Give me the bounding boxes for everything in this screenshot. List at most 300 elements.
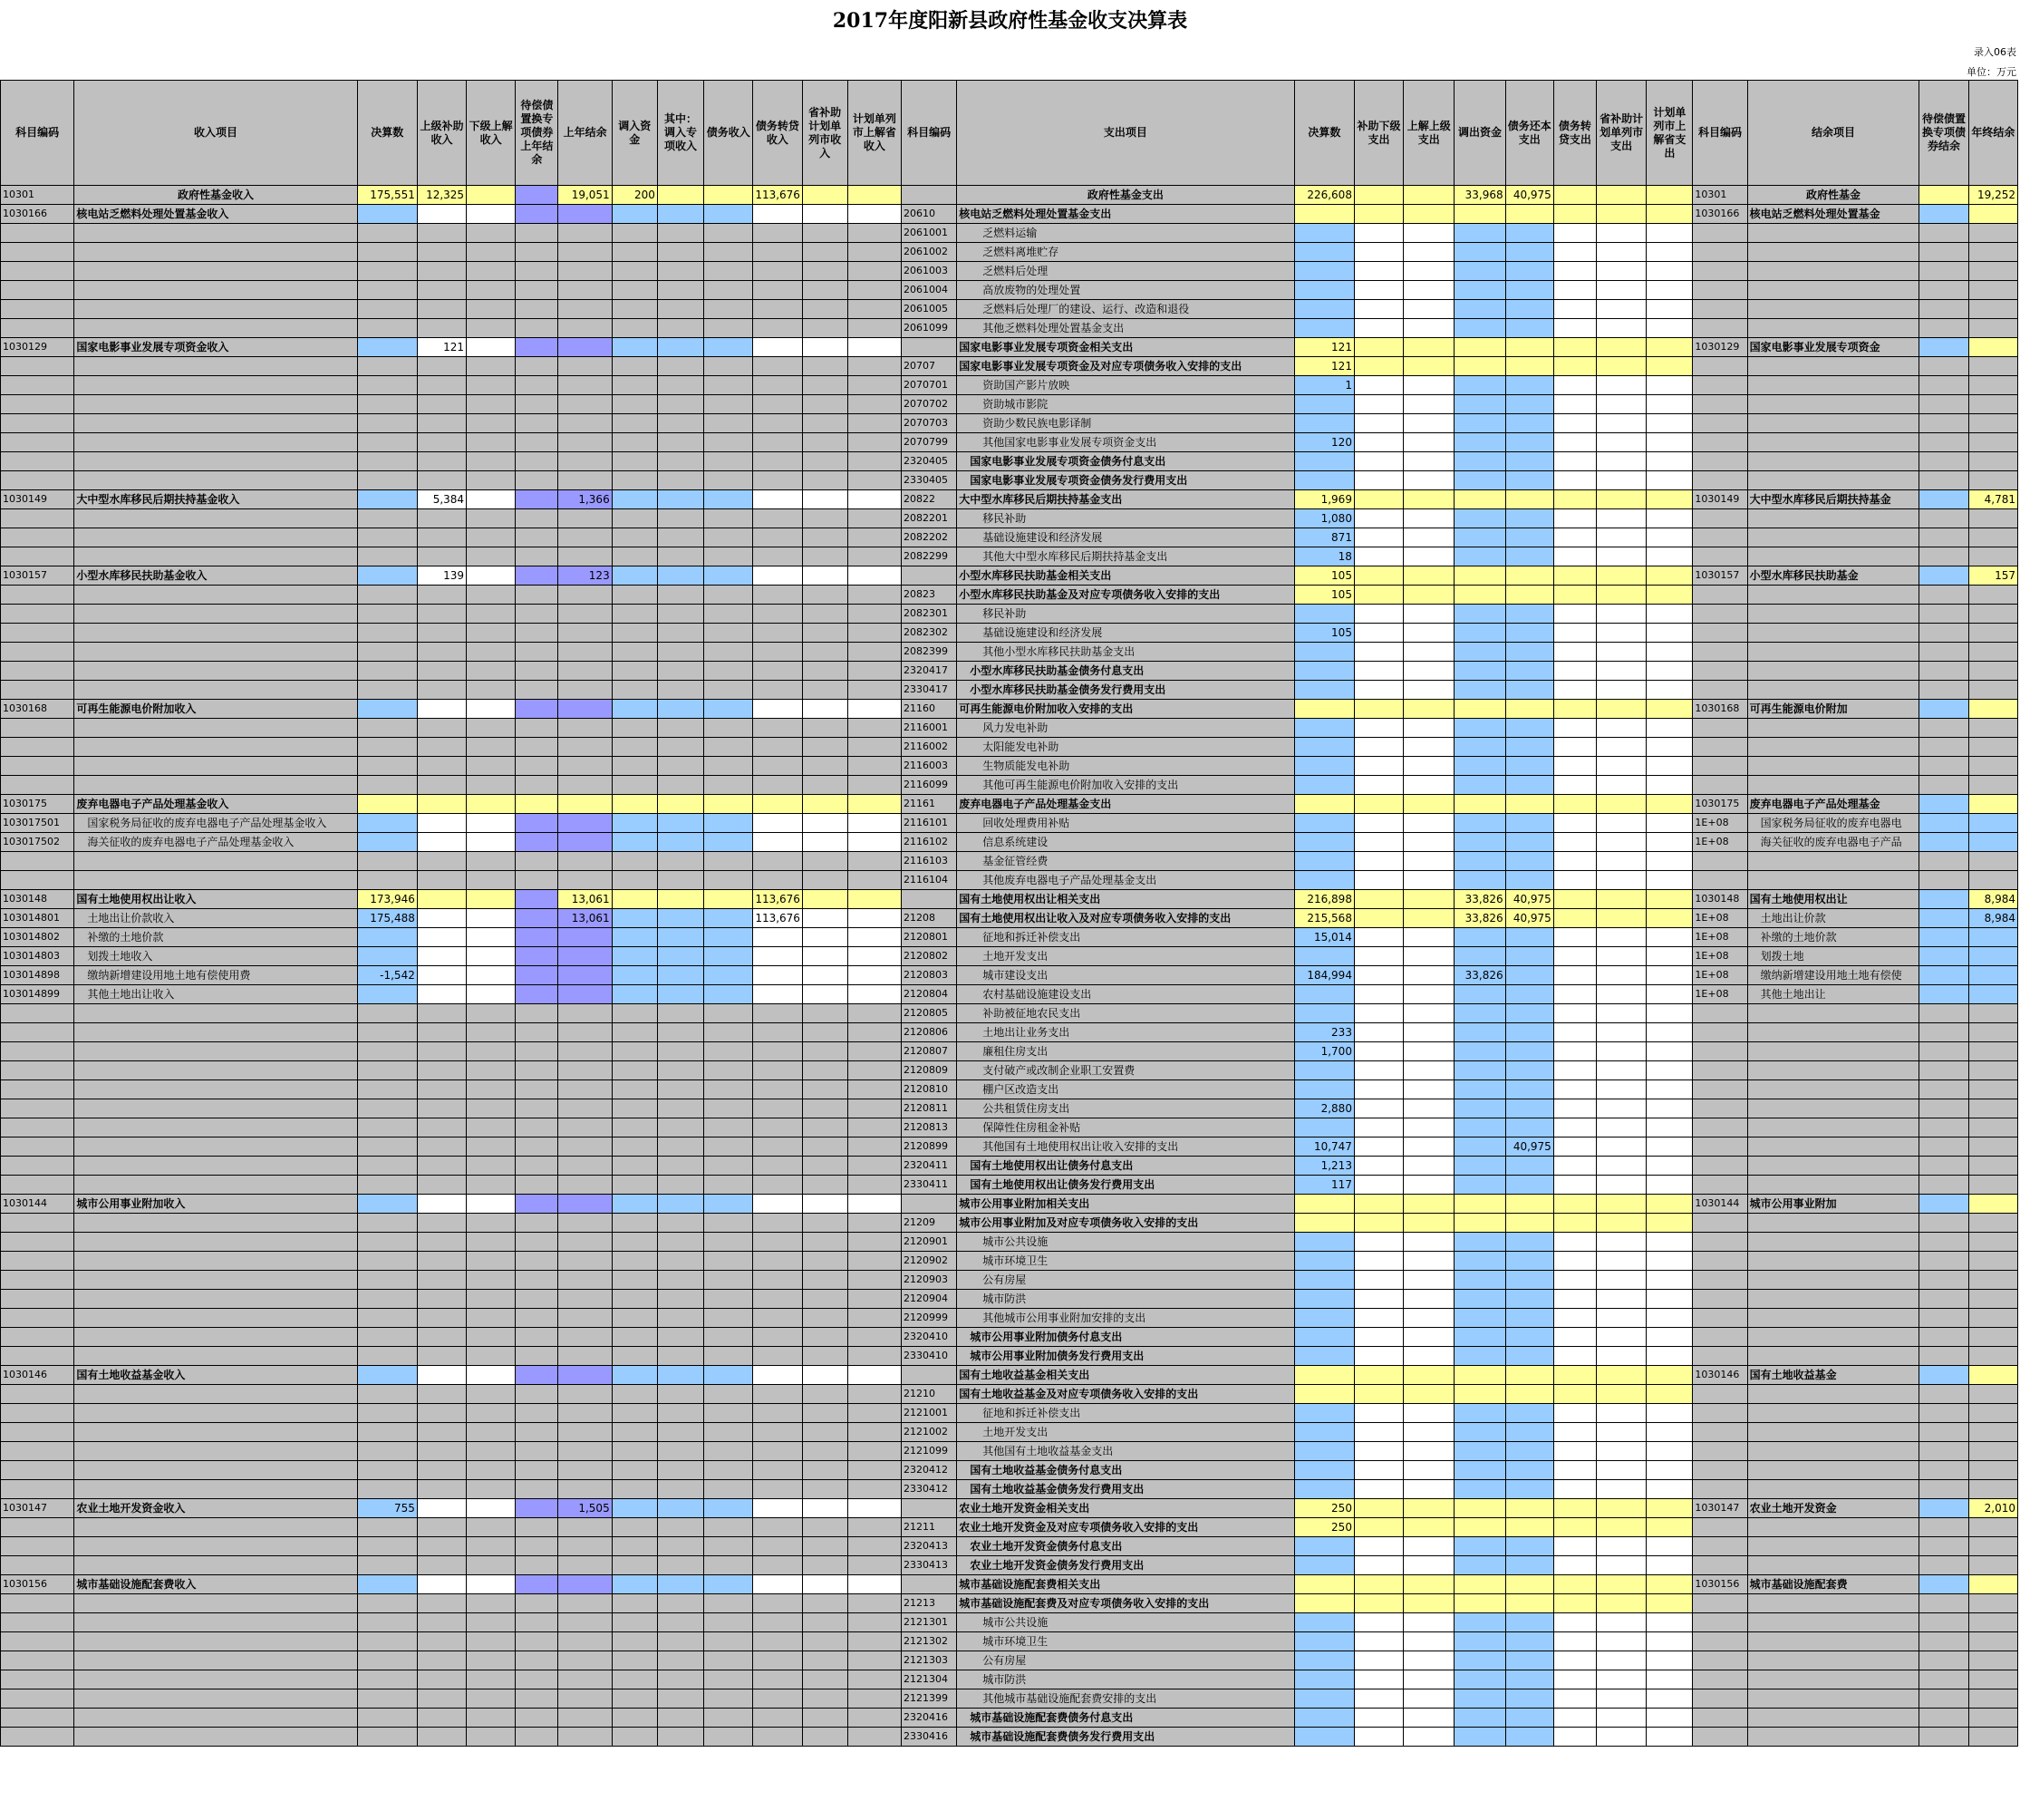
- table-cell: [753, 1271, 802, 1290]
- table-cell: [558, 1442, 612, 1461]
- table-cell: [1354, 643, 1403, 662]
- table-cell: [516, 643, 558, 662]
- table-cell: [753, 1404, 802, 1423]
- table-cell: [1919, 205, 1968, 224]
- table-cell: [1647, 719, 1693, 738]
- table-cell: [357, 624, 417, 643]
- table-cell: [357, 357, 417, 376]
- table-cell: [753, 1651, 802, 1670]
- table-cell: [1647, 1138, 1693, 1157]
- table-cell: [1404, 1157, 1455, 1176]
- table-cell: [1919, 1214, 1968, 1233]
- table-cell: [1404, 1518, 1455, 1537]
- table-cell: 33,826: [1455, 966, 1505, 985]
- table-cell: [516, 243, 558, 262]
- table-row: [1, 1347, 2018, 1366]
- table-cell: [1553, 1233, 1596, 1252]
- table-cell: [753, 1613, 802, 1632]
- table-cell: [516, 681, 558, 700]
- table-cell: [1693, 1328, 1747, 1347]
- table-cell: [1404, 1328, 1455, 1347]
- table-cell: 其他小型水库移民扶助基金支出: [957, 643, 1295, 662]
- table-cell: 20822: [901, 490, 956, 509]
- table-cell: [417, 757, 466, 776]
- table-cell: [1693, 871, 1747, 890]
- table-cell: 2120810: [901, 1080, 956, 1099]
- table-cell: [704, 1442, 753, 1461]
- table-cell: [1597, 814, 1647, 833]
- table-cell: [1404, 1195, 1455, 1214]
- table-cell: [1647, 1118, 1693, 1138]
- table-cell: [1505, 1328, 1553, 1347]
- table-cell: [417, 1080, 466, 1099]
- table-cell: [704, 1651, 753, 1670]
- table-cell: [1553, 1670, 1596, 1689]
- table-cell: [1968, 1404, 2017, 1423]
- table-cell: [1919, 433, 1968, 452]
- table-cell: [1747, 624, 1919, 643]
- table-cell: [357, 1556, 417, 1575]
- table-cell: [558, 1004, 612, 1023]
- table-cell: 103014802: [1, 928, 74, 947]
- table-cell: [1747, 1728, 1919, 1747]
- table-cell: 资助国产影片放映: [957, 376, 1295, 395]
- table-cell: [357, 224, 417, 243]
- table-cell: [1747, 1004, 1919, 1023]
- table-cell: [1647, 1461, 1693, 1480]
- table-cell: [657, 281, 703, 300]
- table-cell: [1455, 643, 1505, 662]
- table-cell: [1354, 795, 1403, 814]
- table-cell: 保障性住房租金补贴: [957, 1118, 1295, 1138]
- table-cell: [558, 624, 612, 643]
- table-cell: [657, 586, 703, 605]
- table-cell: [704, 509, 753, 528]
- table-cell: [1294, 1385, 1354, 1404]
- table-row: [1, 1080, 2018, 1099]
- table-cell: [802, 624, 847, 643]
- table-cell: [1505, 1632, 1553, 1651]
- table-cell: 农业土地开发资金债务发行费用支出: [957, 1556, 1295, 1575]
- table-cell: [1693, 528, 1747, 547]
- table-cell: 121: [417, 338, 466, 357]
- table-cell: [1294, 1651, 1354, 1670]
- table-cell: [657, 795, 703, 814]
- table-cell: [467, 1709, 516, 1728]
- table-cell: [1, 871, 74, 890]
- table-row: [1, 338, 2018, 357]
- table-cell: [1919, 681, 1968, 700]
- table-cell: [657, 1042, 703, 1061]
- table-cell: [1968, 624, 2017, 643]
- table-cell: [657, 1499, 703, 1518]
- table-cell: [704, 414, 753, 433]
- table-cell: 2320413: [901, 1537, 956, 1556]
- table-cell: [1354, 1309, 1403, 1328]
- table-cell: [1693, 776, 1747, 795]
- table-cell: [467, 586, 516, 605]
- table-cell: [1, 1309, 74, 1328]
- table-cell: [1294, 1290, 1354, 1309]
- table-cell: 184,994: [1294, 966, 1354, 985]
- table-cell: [1968, 1689, 2017, 1709]
- table-cell: 国家税务局征收的废弃电器电子产品处理基金收入: [74, 814, 357, 833]
- table-cell: [753, 395, 802, 414]
- table-cell: [1553, 605, 1596, 624]
- table-cell: [1647, 814, 1693, 833]
- table-cell: [1693, 262, 1747, 281]
- table-cell: [704, 662, 753, 681]
- table-cell: [847, 814, 901, 833]
- table-cell: [417, 471, 466, 490]
- table-cell: [1968, 281, 2017, 300]
- column-header: 调入资金: [612, 81, 657, 186]
- table-cell: [612, 1157, 657, 1176]
- table-cell: [847, 471, 901, 490]
- table-cell: [1455, 1328, 1505, 1347]
- table-cell: [1747, 300, 1919, 319]
- table-cell: 国有土地收益基金及对应专项债务收入安排的支出: [957, 1385, 1295, 1404]
- table-cell: [1404, 966, 1455, 985]
- table-cell: [516, 414, 558, 433]
- table-cell: 2120806: [901, 1023, 956, 1042]
- table-cell: [753, 1157, 802, 1176]
- table-row: [1, 1404, 2018, 1423]
- table-cell: [1919, 1233, 1968, 1252]
- table-cell: [847, 776, 901, 795]
- table-cell: [612, 1195, 657, 1214]
- table-cell: [612, 1023, 657, 1042]
- table-cell: 20707: [901, 357, 956, 376]
- table-cell: [1647, 1214, 1693, 1233]
- table-cell: 2120902: [901, 1252, 956, 1271]
- table-cell: [1354, 1366, 1403, 1385]
- table-cell: [847, 1442, 901, 1461]
- table-cell: [612, 776, 657, 795]
- table-cell: [1505, 1080, 1553, 1099]
- table-cell: [704, 852, 753, 871]
- table-cell: [417, 795, 466, 814]
- table-row: [1, 757, 2018, 776]
- table-cell: [1597, 452, 1647, 471]
- table-cell: [753, 681, 802, 700]
- table-cell: [417, 224, 466, 243]
- table-cell: [417, 700, 466, 719]
- table-cell: [1919, 376, 1968, 395]
- table-cell: 城市公用事业附加债务付息支出: [957, 1328, 1295, 1347]
- table-cell: 2320411: [901, 1157, 956, 1176]
- table-cell: [1, 262, 74, 281]
- table-cell: [753, 1594, 802, 1613]
- table-cell: [704, 833, 753, 852]
- table-cell: [1, 1461, 74, 1480]
- table-cell: 城市环境卫生: [957, 1632, 1295, 1651]
- table-cell: [1455, 300, 1505, 319]
- table-cell: [1553, 1042, 1596, 1061]
- table-cell: [847, 1575, 901, 1594]
- table-cell: [1553, 1728, 1596, 1747]
- table-cell: [1693, 1347, 1747, 1366]
- table-cell: [1919, 338, 1968, 357]
- table-cell: [1553, 1099, 1596, 1118]
- table-cell: [1747, 1042, 1919, 1061]
- table-cell: [467, 890, 516, 909]
- table-cell: [802, 1023, 847, 1042]
- table-cell: [802, 1061, 847, 1080]
- table-cell: [1354, 395, 1403, 414]
- table-cell: [417, 1537, 466, 1556]
- table-cell: 城市公用事业附加收入: [74, 1195, 357, 1214]
- table-cell: [1404, 985, 1455, 1004]
- table-cell: [1294, 319, 1354, 338]
- table-cell: [1553, 966, 1596, 985]
- table-cell: [1919, 605, 1968, 624]
- table-cell: [558, 319, 612, 338]
- table-cell: [612, 1575, 657, 1594]
- table-cell: [847, 566, 901, 586]
- table-cell: [516, 1632, 558, 1651]
- table-cell: [1, 852, 74, 871]
- table-cell: 121: [1294, 338, 1354, 357]
- table-cell: [847, 433, 901, 452]
- table-cell: [417, 1252, 466, 1271]
- table-cell: 21209: [901, 1214, 956, 1233]
- table-cell: [657, 966, 703, 985]
- table-cell: [1294, 757, 1354, 776]
- table-cell: [1968, 1080, 2017, 1099]
- table-cell: 1E+08: [1693, 947, 1747, 966]
- table-cell: 2121301: [901, 1613, 956, 1632]
- table-cell: [1553, 1575, 1596, 1594]
- table-cell: [417, 776, 466, 795]
- table-row: [1, 700, 2018, 719]
- table-row: [1, 1195, 2018, 1214]
- table-cell: [1647, 414, 1693, 433]
- table-cell: [1294, 605, 1354, 624]
- table-cell: [1404, 1252, 1455, 1271]
- table-row: [1, 528, 2018, 547]
- table-cell: [1597, 909, 1647, 928]
- table-cell: [1647, 281, 1693, 300]
- table-cell: [1455, 1195, 1505, 1214]
- table-cell: [1294, 795, 1354, 814]
- table-cell: [802, 1157, 847, 1176]
- table-cell: 国家电影事业发展专项资金: [1747, 338, 1919, 357]
- table-cell: [1747, 1176, 1919, 1195]
- table-cell: [802, 1214, 847, 1233]
- table-cell: [417, 871, 466, 890]
- table-cell: [802, 947, 847, 966]
- table-cell: [802, 471, 847, 490]
- table-cell: [467, 186, 516, 205]
- table-cell: [1294, 1214, 1354, 1233]
- table-row: [1, 1442, 2018, 1461]
- table-cell: [1647, 509, 1693, 528]
- table-cell: [802, 985, 847, 1004]
- table-cell: [802, 757, 847, 776]
- table-cell: [417, 833, 466, 852]
- table-cell: [516, 452, 558, 471]
- table-cell: [1553, 985, 1596, 1004]
- table-cell: [1597, 1728, 1647, 1747]
- table-cell: [1, 547, 74, 566]
- table-cell: [1294, 1670, 1354, 1689]
- table-cell: [1597, 1499, 1647, 1518]
- table-cell: [1647, 452, 1693, 471]
- table-cell: [1693, 1613, 1747, 1632]
- table-cell: [657, 1347, 703, 1366]
- table-cell: [1693, 1252, 1747, 1271]
- table-cell: [1693, 281, 1747, 300]
- table-cell: [1455, 1404, 1505, 1423]
- table-cell: [704, 1423, 753, 1442]
- table-cell: [417, 1385, 466, 1404]
- table-cell: [1294, 1195, 1354, 1214]
- table-cell: [467, 547, 516, 566]
- table-cell: [74, 1347, 357, 1366]
- table-cell: 城市公用事业附加债务发行费用支出: [957, 1347, 1295, 1366]
- column-header: 支出项目: [957, 81, 1295, 186]
- table-cell: 可再生能源电价附加收入: [74, 700, 357, 719]
- table-cell: [1, 433, 74, 452]
- table-row: [1, 1138, 2018, 1157]
- table-cell: [467, 795, 516, 814]
- table-cell: [847, 624, 901, 643]
- table-cell: [1455, 1480, 1505, 1499]
- table-cell: [1, 1651, 74, 1670]
- table-cell: [1505, 338, 1553, 357]
- table-cell: [1505, 243, 1553, 262]
- table-cell: [1294, 1252, 1354, 1271]
- table-cell: [1294, 833, 1354, 852]
- table-cell: [1747, 586, 1919, 605]
- table-cell: 2116001: [901, 719, 956, 738]
- table-cell: [1693, 1594, 1747, 1613]
- table-cell: [467, 871, 516, 890]
- table-cell: [847, 547, 901, 566]
- table-cell: [802, 300, 847, 319]
- table-cell: [1505, 738, 1553, 757]
- table-cell: [417, 528, 466, 547]
- table-cell: [558, 795, 612, 814]
- table-cell: [612, 395, 657, 414]
- table-cell: [558, 1080, 612, 1099]
- table-row: [1, 1556, 2018, 1575]
- table-row: [1, 1290, 2018, 1309]
- table-cell: [1553, 357, 1596, 376]
- table-cell: [1455, 814, 1505, 833]
- table-cell: [802, 586, 847, 605]
- table-cell: 城市公共设施: [957, 1233, 1295, 1252]
- table-cell: [1404, 947, 1455, 966]
- table-cell: [612, 1366, 657, 1385]
- table-cell: [1747, 471, 1919, 490]
- table-cell: [357, 814, 417, 833]
- table-cell: [1404, 262, 1455, 281]
- table-cell: 乏燃料后处理厂的建设、运行、改造和退役: [957, 300, 1295, 319]
- table-cell: [1919, 1594, 1968, 1613]
- table-cell: [1455, 1176, 1505, 1195]
- table-cell: [612, 1080, 657, 1099]
- table-cell: [1455, 1214, 1505, 1233]
- table-cell: [1693, 243, 1747, 262]
- table-cell: [1747, 1271, 1919, 1290]
- table-cell: [753, 1518, 802, 1537]
- table-cell: [1647, 1632, 1693, 1651]
- table-cell: [1553, 1385, 1596, 1404]
- table-cell: [74, 757, 357, 776]
- table-cell: [417, 1689, 466, 1709]
- table-cell: [1597, 1309, 1647, 1328]
- table-cell: [1455, 1138, 1505, 1157]
- table-cell: [1505, 1651, 1553, 1670]
- table-cell: [1294, 1537, 1354, 1556]
- table-cell: [847, 643, 901, 662]
- table-cell: [1505, 1290, 1553, 1309]
- table-cell: [1354, 566, 1403, 586]
- table-cell: 太阳能发电补助: [957, 738, 1295, 757]
- table-cell: [1968, 357, 2017, 376]
- table-cell: [1455, 414, 1505, 433]
- table-cell: [1505, 1442, 1553, 1461]
- table-cell: [74, 243, 357, 262]
- table-cell: [1647, 928, 1693, 947]
- table-cell: [516, 1442, 558, 1461]
- table-cell: [558, 586, 612, 605]
- table-cell: [802, 395, 847, 414]
- table-cell: 补缴的土地价款: [74, 928, 357, 947]
- table-cell: 补缴的土地价款: [1747, 928, 1919, 947]
- table-cell: [558, 300, 612, 319]
- table-cell: 城市公用事业附加及对应专项债务收入安排的支出: [957, 1214, 1295, 1233]
- table-cell: [1747, 1328, 1919, 1347]
- table-cell: [612, 1328, 657, 1347]
- table-cell: 2121304: [901, 1670, 956, 1689]
- table-cell: [1597, 966, 1647, 985]
- table-cell: 10301: [1693, 186, 1747, 205]
- table-cell: [357, 452, 417, 471]
- table-cell: [558, 1347, 612, 1366]
- table-cell: [1404, 605, 1455, 624]
- table-cell: [802, 528, 847, 547]
- table-cell: [657, 433, 703, 452]
- table-cell: [704, 1366, 753, 1385]
- table-cell: [612, 1061, 657, 1080]
- table-cell: [1294, 243, 1354, 262]
- table-cell: [847, 1385, 901, 1404]
- table-cell: 250: [1294, 1518, 1354, 1537]
- table-cell: [704, 1252, 753, 1271]
- table-cell: [1294, 1480, 1354, 1499]
- table-cell: [704, 1670, 753, 1689]
- table-cell: [1553, 1271, 1596, 1290]
- table-cell: [1597, 1233, 1647, 1252]
- table-cell: [1747, 1080, 1919, 1099]
- table-cell: 小型水库移民扶助基金相关支出: [957, 566, 1295, 586]
- table-cell: 120: [1294, 433, 1354, 452]
- table-cell: [516, 776, 558, 795]
- table-cell: [1, 1157, 74, 1176]
- table-cell: [704, 1195, 753, 1214]
- table-cell: [1455, 471, 1505, 490]
- table-cell: 政府性基金收入: [74, 186, 357, 205]
- table-cell: 1030168: [1693, 700, 1747, 719]
- table-row: [1, 300, 2018, 319]
- table-cell: [417, 1309, 466, 1328]
- table-cell: [1597, 1080, 1647, 1099]
- table-cell: [802, 1138, 847, 1157]
- table-cell: [1919, 738, 1968, 757]
